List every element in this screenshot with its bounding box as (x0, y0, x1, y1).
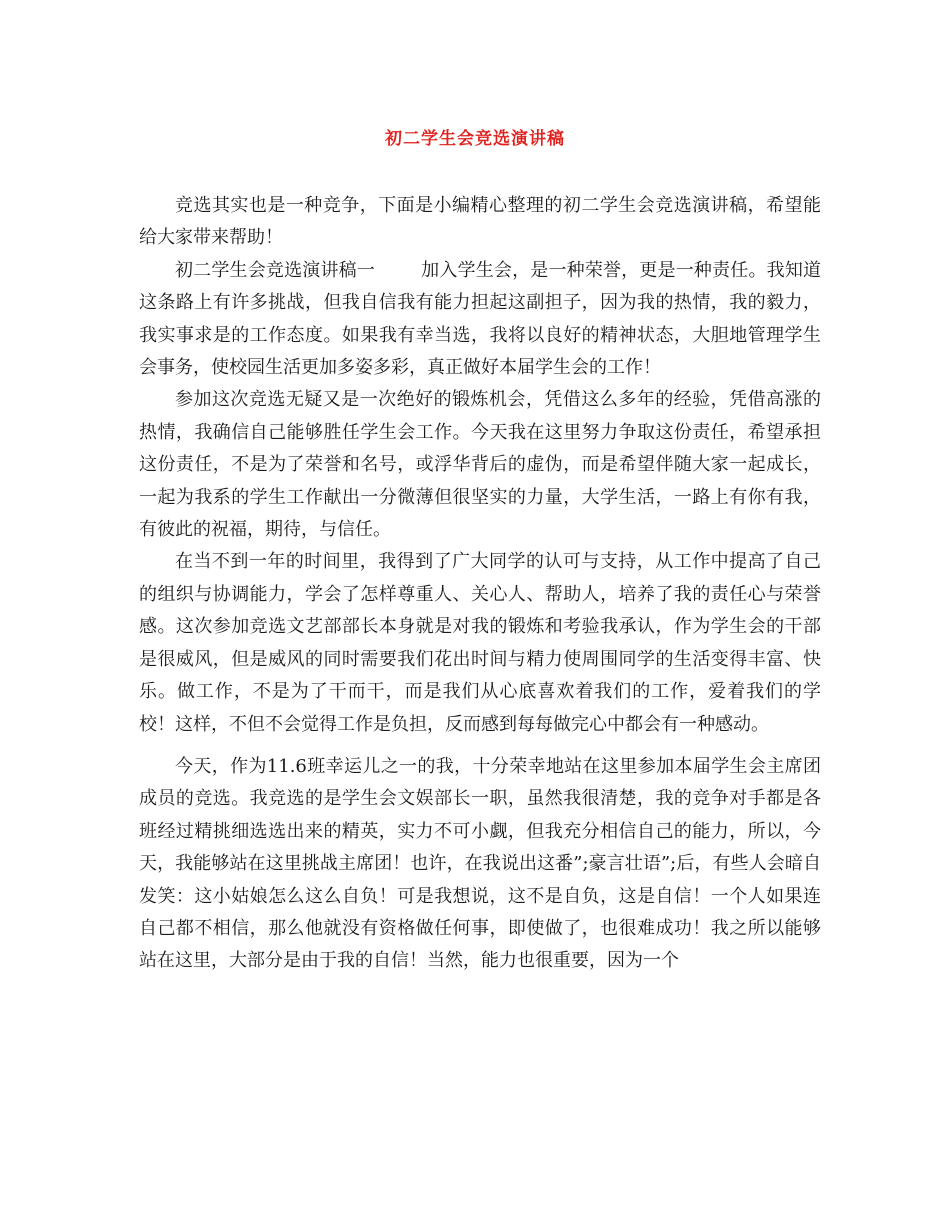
section-heading: 初二学生会竞选演讲稿一 (175, 259, 375, 281)
document-body (139, 190, 821, 978)
body-paragraph: 参加这次竞选无疑又是一次绝好的锻炼机会，凭借这么多年的经验，凭借高涨的热情，我确信自己能够胜任学生会工作。今天我在这里努力争取这份责任，希望承担这份责任，不是为了荣誉和名号，或浮华背后的虚伪，而是希望伴随大家一起成长，一起为我系的学生工作献出一分微薄但很坚实的力量，大学生活，一路上有你有我，有彼此的祝福，期待，与信任。 (139, 389, 821, 541)
section-text: 加入学生会，是一种荣誉，更是一种责任。我知道这条路上有许多挑战，但我自信我有能力担起这副担子，因为我的热情，我的毅力，我实事求是的工作态度。如果我有幸当选，我将以良好的精神状态，大胆地管理学生会事务，使校园生活更加多姿多彩，真正做好本届学生会的工作！ (139, 259, 821, 379)
body-paragraph: 今天，作为11.6班幸运儿之一的我，十分荣幸地站在这里参加本届学生会主席团成员的竞选。我竞选的是学生会文娱部长一职，虽然我很清楚，我的竞争对手都是各班经过精挑细选选出来的精英，实力不可小觑，但我充分相信自己的能力，所以，今天，我能够站在这里挑战主席团！也许，在我说出这番”;豪言壮语”;后，有些人会暗自发笑：这小姑娘怎么这么自负！可是我想说，这不是自负，这是自信！一个人如果连自己都不相信，那么他就没有资格做任何事，即使做了，也很难成功！我之所以能够站在这里，大部分是由于我的自信！当然，能力也很重要，因为一个 (139, 755, 821, 972)
document-title: 初二学生会竞选演讲稿 (385, 129, 565, 149)
section-paragraph (139, 255, 821, 385)
body-paragraph: 在当不到一年的时间里，我得到了广大同学的认可与支持，从工作中提高了自己的组织与协调能力，学会了怎样尊重人、关心人、帮助人，培养了我的责任心与荣誉感。这次参加竞选文艺部部长本身就是对我的锻炼和考验我承认，作为学生会的干部是很威风，但是威风的同时需要我们花出时间与精力使周围同学的生活变得丰富、快乐。做工作，不是为了干而干，而是我们从心底喜欢着我们的工作，爱着我们的学校！这样，不但不会觉得工作是负担，反而感到每每做完心中都会有一种感动。 (139, 551, 821, 735)
intro-paragraph: 竞选其实也是一种竞争，下面是小编精心整理的初二学生会竞选演讲稿，希望能给大家带来帮助！ (139, 195, 821, 249)
